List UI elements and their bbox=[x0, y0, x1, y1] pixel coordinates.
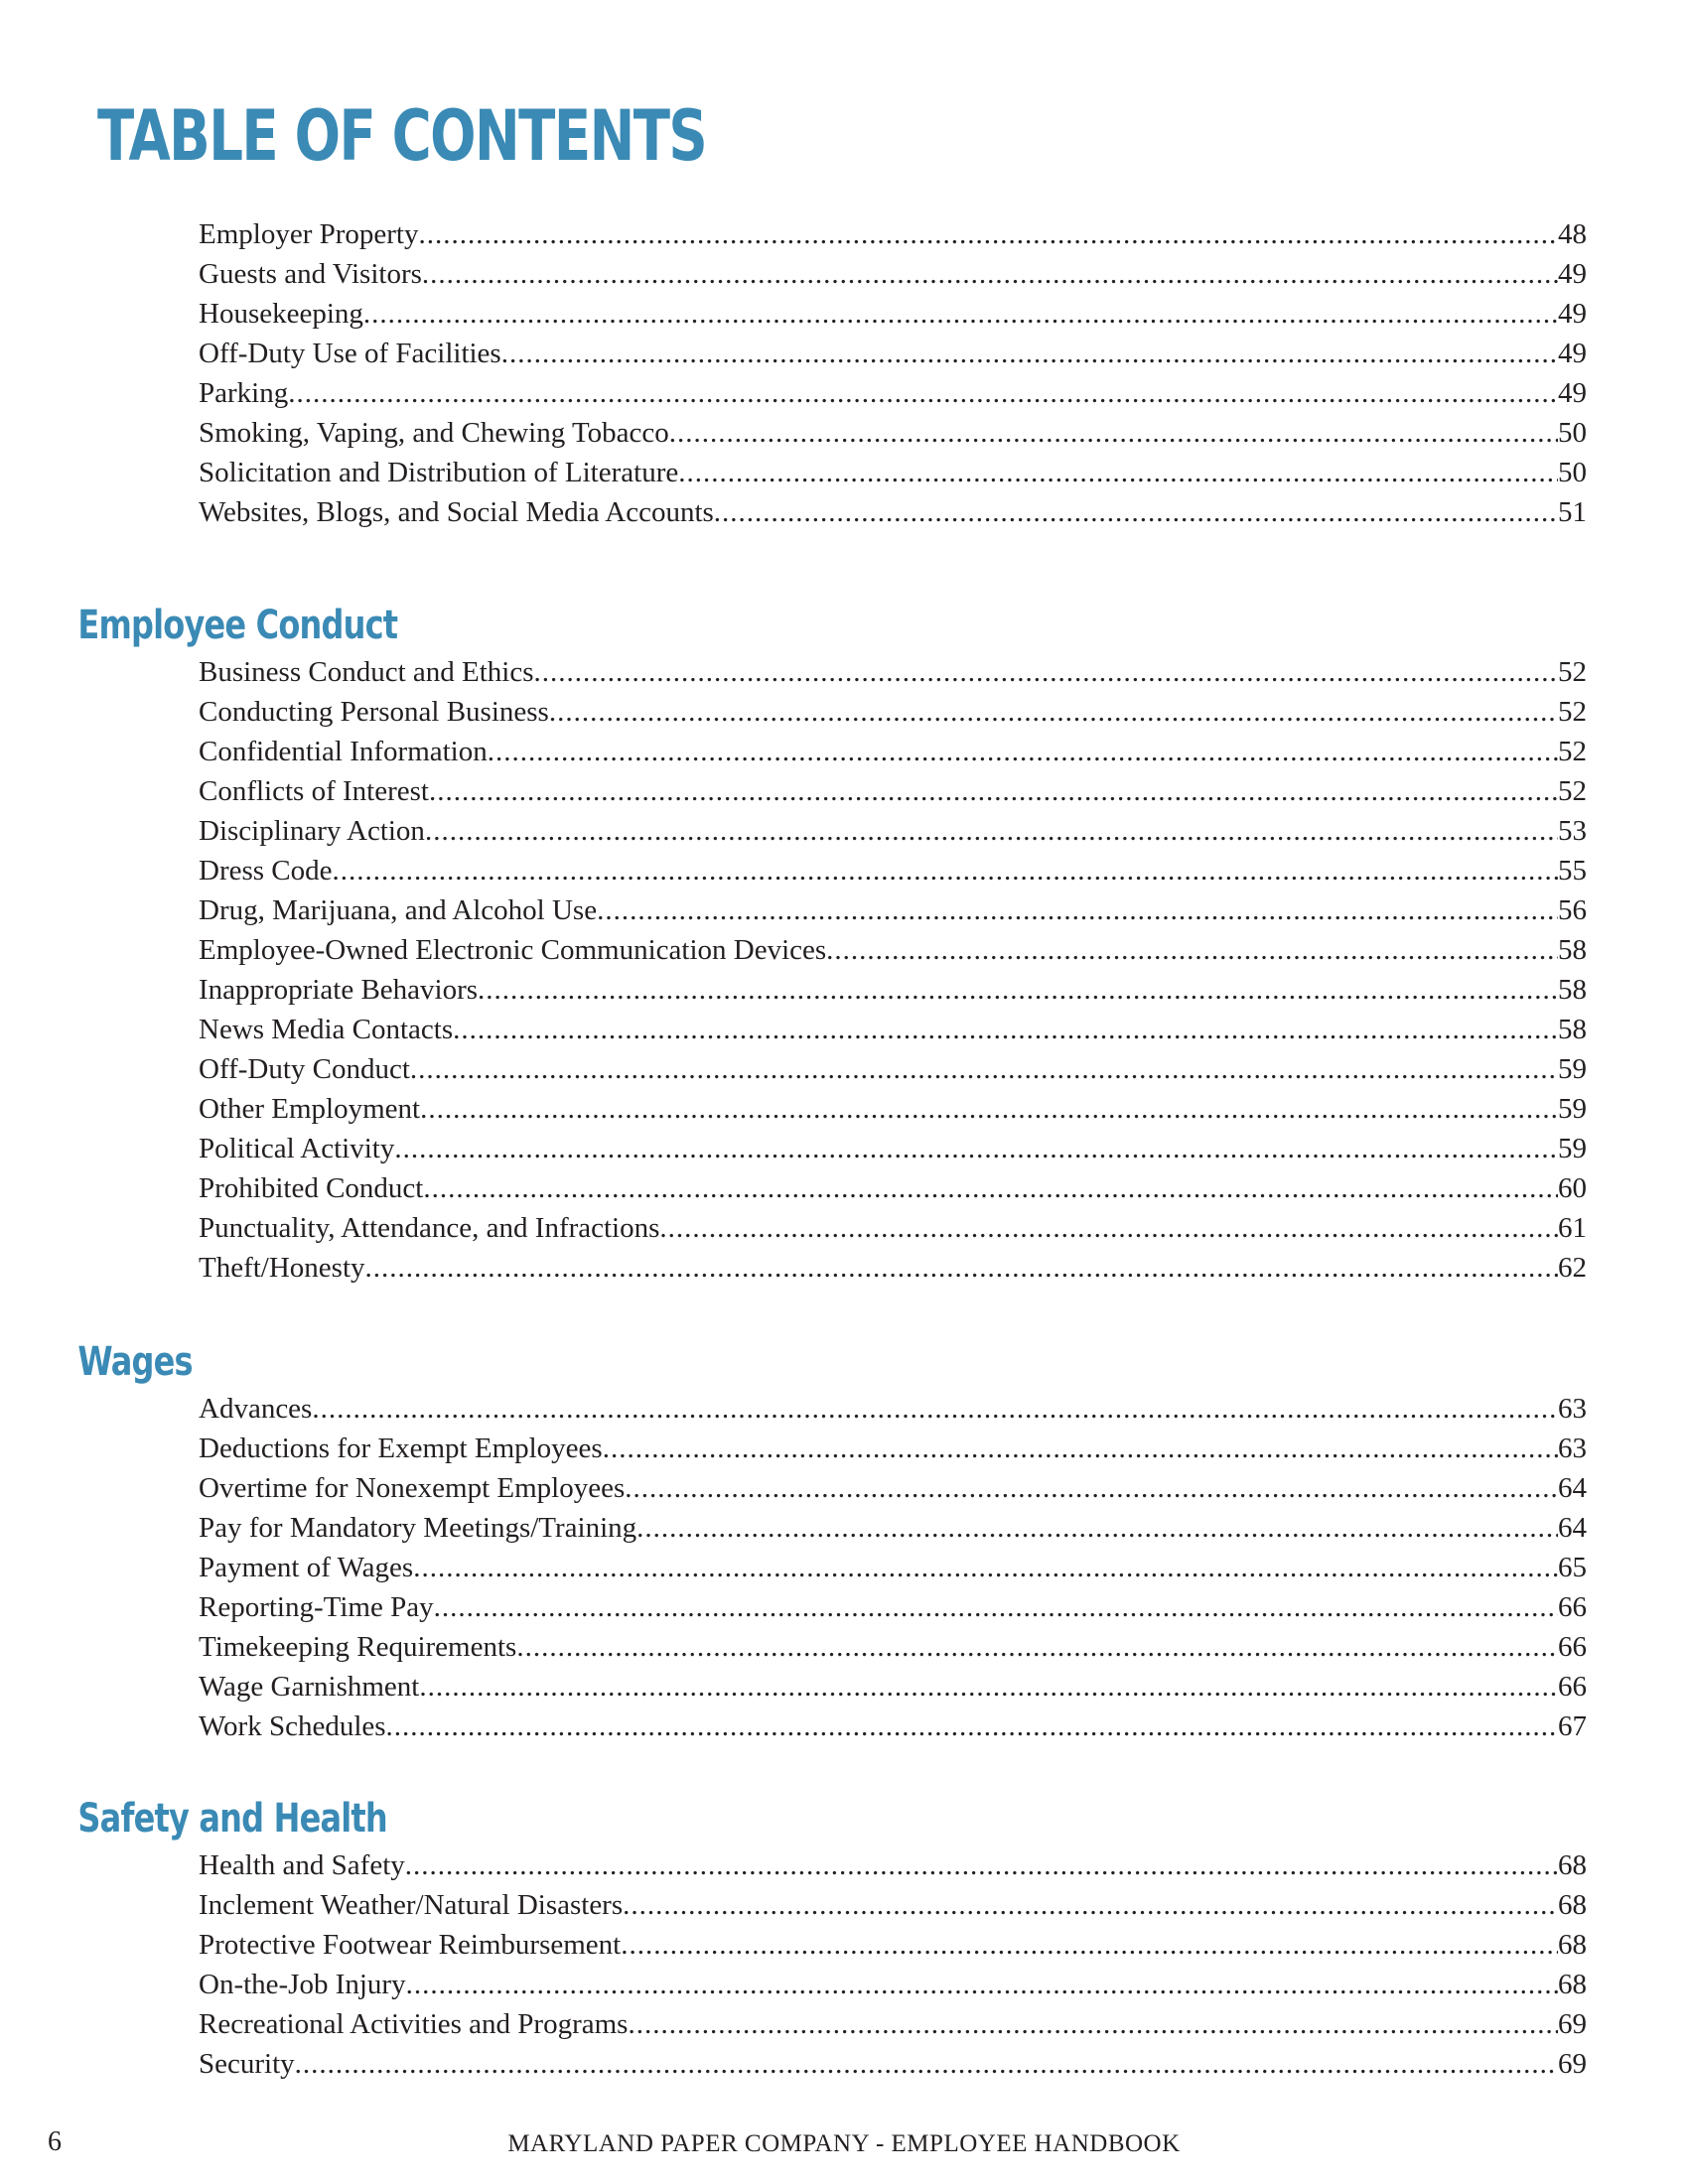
dot-leader bbox=[603, 1429, 1558, 1468]
toc-entry-page: 49 bbox=[1558, 258, 1587, 290]
toc-entry-page: 63 bbox=[1558, 1393, 1587, 1425]
dot-leader bbox=[488, 732, 1558, 771]
toc-entry-label: Conflicts of Interest bbox=[199, 775, 429, 807]
toc-entry[interactable] bbox=[199, 771, 1587, 811]
dot-leader bbox=[386, 1706, 1558, 1746]
toc-entry-page: 55 bbox=[1558, 855, 1587, 887]
toc-entry-page: 56 bbox=[1558, 894, 1587, 926]
toc-entry-page: 59 bbox=[1558, 1093, 1587, 1125]
dot-leader bbox=[333, 851, 1558, 890]
dot-leader bbox=[636, 1508, 1558, 1548]
toc-entry-label: Housekeeping bbox=[199, 298, 363, 330]
toc-entry-page: 68 bbox=[1558, 1889, 1587, 1921]
toc-entry-page: 58 bbox=[1558, 974, 1587, 1006]
toc-entry-label: Confidential Information bbox=[199, 736, 488, 767]
toc-entry-label: Smoking, Vaping, and Chewing Tobacco bbox=[199, 417, 669, 449]
toc-section-safety-and-health bbox=[0, 1792, 1688, 2084]
toc-entry-page: 64 bbox=[1558, 1512, 1587, 1544]
toc-entry[interactable] bbox=[199, 334, 1587, 373]
toc-entry[interactable] bbox=[199, 294, 1587, 334]
toc-entry[interactable] bbox=[199, 851, 1587, 890]
toc-entry-label: Off-Duty Conduct bbox=[199, 1053, 410, 1085]
page-title: TABLE OF CONTENTS bbox=[97, 95, 707, 177]
toc-entry-page: 66 bbox=[1558, 1591, 1587, 1623]
dot-leader bbox=[422, 254, 1558, 294]
toc-entry[interactable] bbox=[199, 1965, 1587, 2004]
toc-entry[interactable] bbox=[199, 1885, 1587, 1925]
dot-leader bbox=[659, 1208, 1558, 1248]
dot-leader bbox=[453, 1010, 1558, 1049]
dot-leader bbox=[406, 1965, 1558, 2004]
dot-leader bbox=[434, 1587, 1558, 1627]
dot-leader bbox=[295, 2044, 1558, 2084]
toc-entry[interactable] bbox=[199, 890, 1587, 930]
toc-entry[interactable] bbox=[199, 453, 1587, 492]
dot-leader bbox=[405, 1845, 1558, 1885]
toc-entry[interactable] bbox=[199, 1587, 1587, 1627]
toc-entry-label: Business Conduct and Ethics bbox=[199, 656, 534, 688]
toc-entry-label: Inclement Weather/Natural Disasters bbox=[199, 1889, 624, 1921]
dot-leader bbox=[423, 1168, 1558, 1208]
dot-leader bbox=[429, 771, 1558, 811]
toc-entry-label: Disciplinary Action bbox=[199, 815, 425, 847]
toc-entry[interactable] bbox=[199, 1010, 1587, 1049]
dot-leader bbox=[534, 652, 1558, 692]
toc-entry[interactable] bbox=[199, 1389, 1587, 1429]
toc-entry-label: Overtime for Nonexempt Employees bbox=[199, 1472, 626, 1504]
toc-entry-label: Health and Safety bbox=[199, 1849, 405, 1881]
toc-entry-page: 67 bbox=[1558, 1710, 1587, 1742]
toc-entry-label: Payment of Wages bbox=[199, 1552, 414, 1583]
toc-entry[interactable] bbox=[199, 1627, 1587, 1667]
toc-entry-page: 68 bbox=[1558, 1969, 1587, 2000]
dot-leader bbox=[516, 1627, 1558, 1667]
footer-text: MARYLAND PAPER COMPANY - EMPLOYEE HANDBOOK bbox=[507, 2130, 1181, 2157]
dot-leader bbox=[410, 1049, 1558, 1089]
toc-entry-label: Solicitation and Distribution of Literature bbox=[199, 457, 679, 488]
toc-entry[interactable] bbox=[199, 1049, 1587, 1089]
toc-entry-page: 50 bbox=[1558, 457, 1587, 488]
dot-leader bbox=[288, 373, 1558, 413]
toc-entry[interactable] bbox=[199, 1429, 1587, 1468]
toc-entry-page: 52 bbox=[1558, 696, 1587, 728]
dot-leader bbox=[413, 1548, 1558, 1587]
toc-entry-label: News Media Contacts bbox=[199, 1014, 454, 1045]
toc-entry[interactable] bbox=[199, 1168, 1587, 1208]
toc-entry[interactable] bbox=[199, 1468, 1587, 1508]
toc-entry[interactable] bbox=[199, 1248, 1587, 1288]
section-heading: Employee Conduct bbox=[77, 603, 398, 648]
toc-entry-label: Drug, Marijuana, and Alcohol Use bbox=[199, 894, 598, 926]
dot-leader bbox=[363, 294, 1558, 334]
toc-entry[interactable] bbox=[199, 732, 1587, 771]
toc-entry-page: 58 bbox=[1558, 934, 1587, 966]
toc-entry-label: Conducting Personal Business bbox=[199, 696, 549, 728]
toc-entry[interactable] bbox=[199, 930, 1587, 970]
toc-entry-page: 49 bbox=[1558, 377, 1587, 409]
toc-entry-page: 61 bbox=[1558, 1212, 1587, 1244]
dot-leader bbox=[478, 970, 1558, 1010]
toc-entry-label: Inappropriate Behaviors bbox=[199, 974, 479, 1006]
toc-entry-page: 64 bbox=[1558, 1472, 1587, 1504]
toc-entry-label: Off-Duty Use of Facilities bbox=[199, 338, 501, 369]
dot-leader bbox=[365, 1248, 1558, 1288]
toc-entry-label: Protective Footwear Reimbursement bbox=[199, 1929, 622, 1961]
toc-entry-label: Deductions for Exempt Employees bbox=[199, 1433, 603, 1464]
toc-entry-page: 51 bbox=[1558, 496, 1587, 528]
dot-leader bbox=[625, 1468, 1558, 1508]
toc-entry[interactable] bbox=[199, 1508, 1587, 1548]
toc-entry-label: Advances bbox=[199, 1393, 313, 1425]
dot-leader bbox=[549, 692, 1558, 732]
toc-entry-label: Work Schedules bbox=[199, 1710, 386, 1742]
toc-section-wages bbox=[0, 1335, 1688, 1746]
toc-entry-label: Prohibited Conduct bbox=[199, 1172, 424, 1204]
toc-entry-label: Timekeeping Requirements bbox=[199, 1631, 517, 1663]
dot-leader bbox=[419, 1667, 1558, 1706]
toc-entry-page: 68 bbox=[1558, 1849, 1587, 1881]
toc-entry-page: 68 bbox=[1558, 1929, 1587, 1961]
toc-entry[interactable] bbox=[199, 2004, 1587, 2044]
toc-section-facilities bbox=[0, 214, 1688, 532]
toc-entry[interactable] bbox=[199, 492, 1587, 532]
toc-section-employee-conduct bbox=[0, 599, 1688, 1288]
page-number: 6 bbox=[48, 2126, 62, 2157]
toc-entry-label: Websites, Blogs, and Social Media Accounts bbox=[199, 496, 714, 528]
toc-entry-label: Employer Property bbox=[199, 218, 419, 250]
toc-entry[interactable] bbox=[199, 214, 1587, 254]
toc-entry[interactable] bbox=[199, 1925, 1587, 1965]
toc-entry-page: 59 bbox=[1558, 1133, 1587, 1164]
section-heading: Safety and Health bbox=[77, 1796, 387, 1842]
toc-entry-page: 52 bbox=[1558, 775, 1587, 807]
toc-entry-label: Pay for Mandatory Meetings/Training bbox=[199, 1512, 637, 1544]
toc-entry-label: Guests and Visitors bbox=[199, 258, 422, 290]
toc-entry-label: Other Employment bbox=[199, 1093, 421, 1125]
toc-entry[interactable] bbox=[199, 811, 1587, 851]
dot-leader bbox=[628, 2004, 1558, 2044]
toc-entry-page: 59 bbox=[1558, 1053, 1587, 1085]
toc-entry[interactable] bbox=[199, 1208, 1587, 1248]
toc-entry-label: Dress Code bbox=[199, 855, 333, 887]
toc-entry[interactable] bbox=[199, 1089, 1587, 1129]
toc-entry-list bbox=[0, 652, 1688, 1288]
toc-entry-page: 66 bbox=[1558, 1631, 1587, 1663]
toc-entry-page: 48 bbox=[1558, 218, 1587, 250]
dot-leader bbox=[312, 1389, 1558, 1429]
toc-entry-page: 50 bbox=[1558, 417, 1587, 449]
toc-entry-page: 62 bbox=[1558, 1252, 1587, 1284]
toc-entry-page: 69 bbox=[1558, 2008, 1587, 2040]
toc-entry[interactable] bbox=[199, 1667, 1587, 1706]
toc-entry-page: 49 bbox=[1558, 298, 1587, 330]
dot-leader bbox=[621, 1925, 1558, 1965]
toc-entry-page: 58 bbox=[1558, 1014, 1587, 1045]
dot-leader bbox=[714, 492, 1558, 532]
toc-entry-list bbox=[0, 1389, 1688, 1746]
toc-entry[interactable] bbox=[199, 1129, 1587, 1168]
dot-leader bbox=[394, 1129, 1558, 1168]
toc-entry-page: 66 bbox=[1558, 1671, 1587, 1703]
toc-entry-page: 65 bbox=[1558, 1552, 1587, 1583]
section-heading: Wages bbox=[77, 1339, 193, 1385]
toc-entry-page: 63 bbox=[1558, 1433, 1587, 1464]
dot-leader bbox=[678, 453, 1558, 492]
toc-entry-label: Political Activity bbox=[199, 1133, 395, 1164]
toc-entry-label: Theft/Honesty bbox=[199, 1252, 365, 1284]
dot-leader bbox=[501, 334, 1558, 373]
toc-entry-page: 52 bbox=[1558, 736, 1587, 767]
dot-leader bbox=[418, 214, 1558, 254]
toc-entry-list bbox=[0, 1845, 1688, 2084]
toc-entry-page: 53 bbox=[1558, 815, 1587, 847]
toc-entry-label: Reporting-Time Pay bbox=[199, 1591, 434, 1623]
toc-entry[interactable] bbox=[199, 1706, 1587, 1746]
toc-entry[interactable] bbox=[199, 970, 1587, 1010]
toc-entry-label: Security bbox=[199, 2048, 295, 2080]
dot-leader bbox=[425, 811, 1558, 851]
toc-entry-label: Recreational Activities and Programs bbox=[199, 2008, 629, 2040]
toc-entry[interactable] bbox=[199, 413, 1587, 453]
dot-leader bbox=[623, 1885, 1558, 1925]
dot-leader bbox=[669, 413, 1558, 453]
toc-entry-label: Employee-Owned Electronic Communication Devices bbox=[199, 934, 827, 966]
toc-entry[interactable] bbox=[199, 1845, 1587, 1885]
toc-entry-label: Wage Garnishment bbox=[199, 1671, 420, 1703]
dot-leader bbox=[420, 1089, 1558, 1129]
toc-entry[interactable] bbox=[199, 254, 1587, 294]
toc-entry-label: Parking bbox=[199, 377, 289, 409]
toc-entry[interactable] bbox=[199, 1548, 1587, 1587]
toc-entry-list bbox=[0, 214, 1688, 532]
toc-entry[interactable] bbox=[199, 373, 1587, 413]
toc-entry-label: On-the-Job Injury bbox=[199, 1969, 406, 2000]
dot-leader bbox=[597, 890, 1558, 930]
toc-entry[interactable] bbox=[199, 692, 1587, 732]
toc-entry[interactable] bbox=[199, 2044, 1587, 2084]
toc-entry[interactable] bbox=[199, 652, 1587, 692]
toc-entry-page: 52 bbox=[1558, 656, 1587, 688]
toc-entry-page: 60 bbox=[1558, 1172, 1587, 1204]
toc-entry-page: 69 bbox=[1558, 2048, 1587, 2080]
toc-entry-label: Punctuality, Attendance, and Infractions bbox=[199, 1212, 660, 1244]
toc-entry-page: 49 bbox=[1558, 338, 1587, 369]
dot-leader bbox=[826, 930, 1558, 970]
